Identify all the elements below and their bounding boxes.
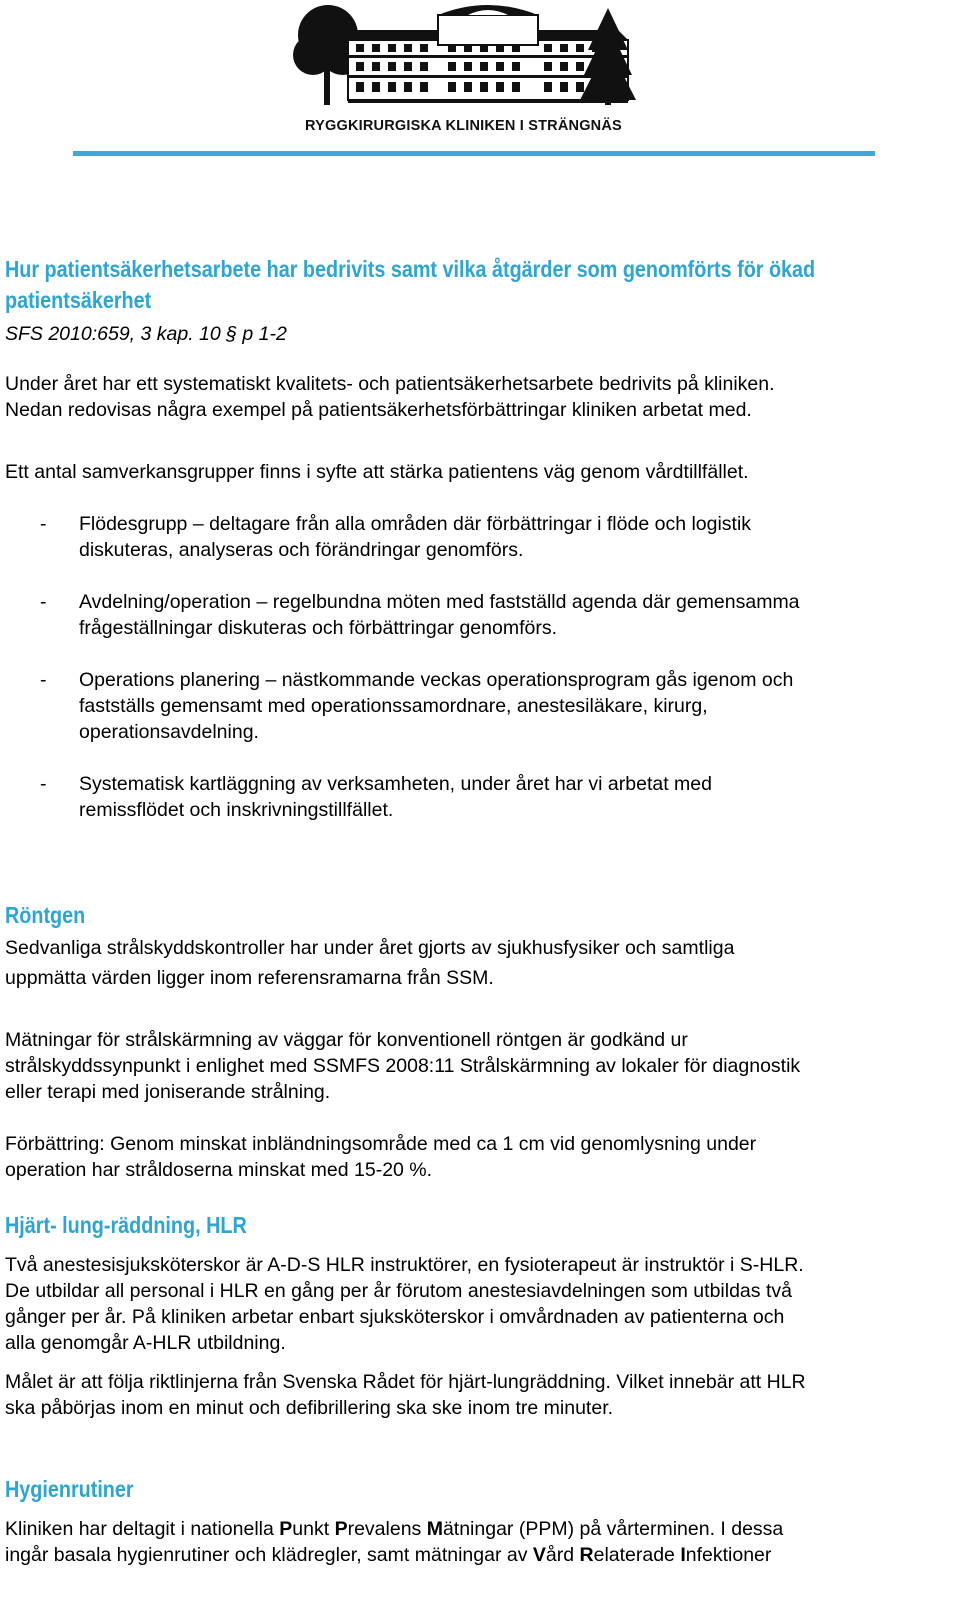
paragraph-text: Ett antal samverkansgrupper finns i syfte att stärka patientens väg genom vårdtillfället. (5, 461, 749, 483)
bullet-dash: - (40, 591, 47, 613)
paragraph-text: Målet är att följa riktlinjerna från Svenska Rådet för hjärt-lungräddning. Vilket innebär att HLR (5, 1371, 806, 1393)
paragraph-text: Mätningar för strålskärmning av väggar för konventionell röntgen är godkänd ur (5, 1029, 688, 1051)
bullet-text: fastställs gemensamt med operationssamordnare, anestesiläkare, kirurg, (79, 695, 708, 717)
header-rule (73, 151, 875, 156)
bullet-dash: - (40, 669, 47, 691)
bullet-dash: - (40, 773, 47, 795)
bullet-text: diskuteras, analyseras och förändringar genomförs. (79, 539, 524, 561)
bullet-text: remissflödet och inskrivningstillfället. (79, 799, 394, 821)
paragraph-text: Under året har ett systematiskt kvalitets- och patientsäkerhetsarbete bedrivits på kliniken. (5, 373, 775, 395)
hlr-heading: Hjärt- lung-räddning, HLR (5, 1212, 247, 1238)
bullet-text: operationsavdelning. (79, 721, 259, 743)
bullet-text: frågeställningar diskuteras och förbättringar genomförs. (79, 617, 557, 639)
hospital-building-logo-icon (288, 0, 688, 115)
paragraph-text: uppmätta värden ligger inom referensramarna från SSM. (5, 967, 494, 989)
paragraph-text: eller terapi med joniserande strålning. (5, 1081, 331, 1103)
section-heading-line1: Hur patientsäkerhetsarbete har bedrivits samt vilka åtgärder som genomförts för ökad (5, 256, 816, 282)
rontgen-heading: Röntgen (5, 902, 86, 928)
paragraph-text: Nedan redovisas några exempel på patientsäkerhetsförbättringar kliniken arbetat med. (5, 399, 752, 421)
paragraph-text: De utbildar all personal i HLR en gång per år förutom anestesiavdelningen som utbildas två (5, 1280, 792, 1302)
law-reference: SFS 2010:659, 3 kap. 10 § p 1-2 (5, 323, 287, 345)
bullet-text: Operations planering – nästkommande veckas operationsprogram gås igenom och (79, 669, 794, 691)
paragraph-text: alla genomgår A-HLR utbildning. (5, 1332, 286, 1354)
paragraph-text: ingår basala hygienrutiner och klädregler, samt mätningar av Vård Relaterade Infektioner (5, 1544, 772, 1566)
paragraph-text: Två anestesisjuksköterskor är A-D-S HLR instruktörer, en fysioterapeut är instruktör i S-HLR. (5, 1254, 804, 1276)
paragraph-text: gånger per år. På kliniken arbetar enbart sjuksköterskor i omvårdnaden av patienterna och (5, 1306, 785, 1328)
paragraph-text: operation har stråldoserna minskat med 15-20 %. (5, 1159, 433, 1181)
hygien-heading: Hygienrutiner (5, 1476, 134, 1502)
bullet-text: Flödesgrupp – deltagare från alla områden där förbättringar i flöde och logistik (79, 513, 752, 535)
paragraph-text: Förbättring: Genom minskat inbländningsområde med ca 1 cm vid genomlysning under (5, 1133, 757, 1155)
bullet-dash: - (40, 513, 47, 535)
logo-caption: RYGGKIRURGISKA KLINIKEN I STRÄNGNÄS (305, 118, 622, 134)
paragraph-text: Kliniken har deltagit i nationella Punkt Prevalens Mätningar (PPM) på vårterminen. I dessa (5, 1518, 784, 1540)
bullet-text: Systematisk kartläggning av verksamheten, under året har vi arbetat med (79, 773, 712, 795)
section-heading-line2: patientsäkerhet (5, 287, 152, 313)
paragraph-text: ska påbörjas inom en minut och defibrillering ska ske inom tre minuter. (5, 1397, 614, 1419)
paragraph-text: strålskyddssynpunkt i enlighet med SSMFS 2008:11 Strålskärmning av lokaler för diagnostik (5, 1055, 801, 1077)
paragraph-text: Sedvanliga strålskyddskontroller har under året gjorts av sjukhusfysiker och samtliga (5, 937, 735, 959)
bullet-text: Avdelning/operation – regelbundna möten med fastställd agenda där gemensamma (79, 591, 800, 613)
